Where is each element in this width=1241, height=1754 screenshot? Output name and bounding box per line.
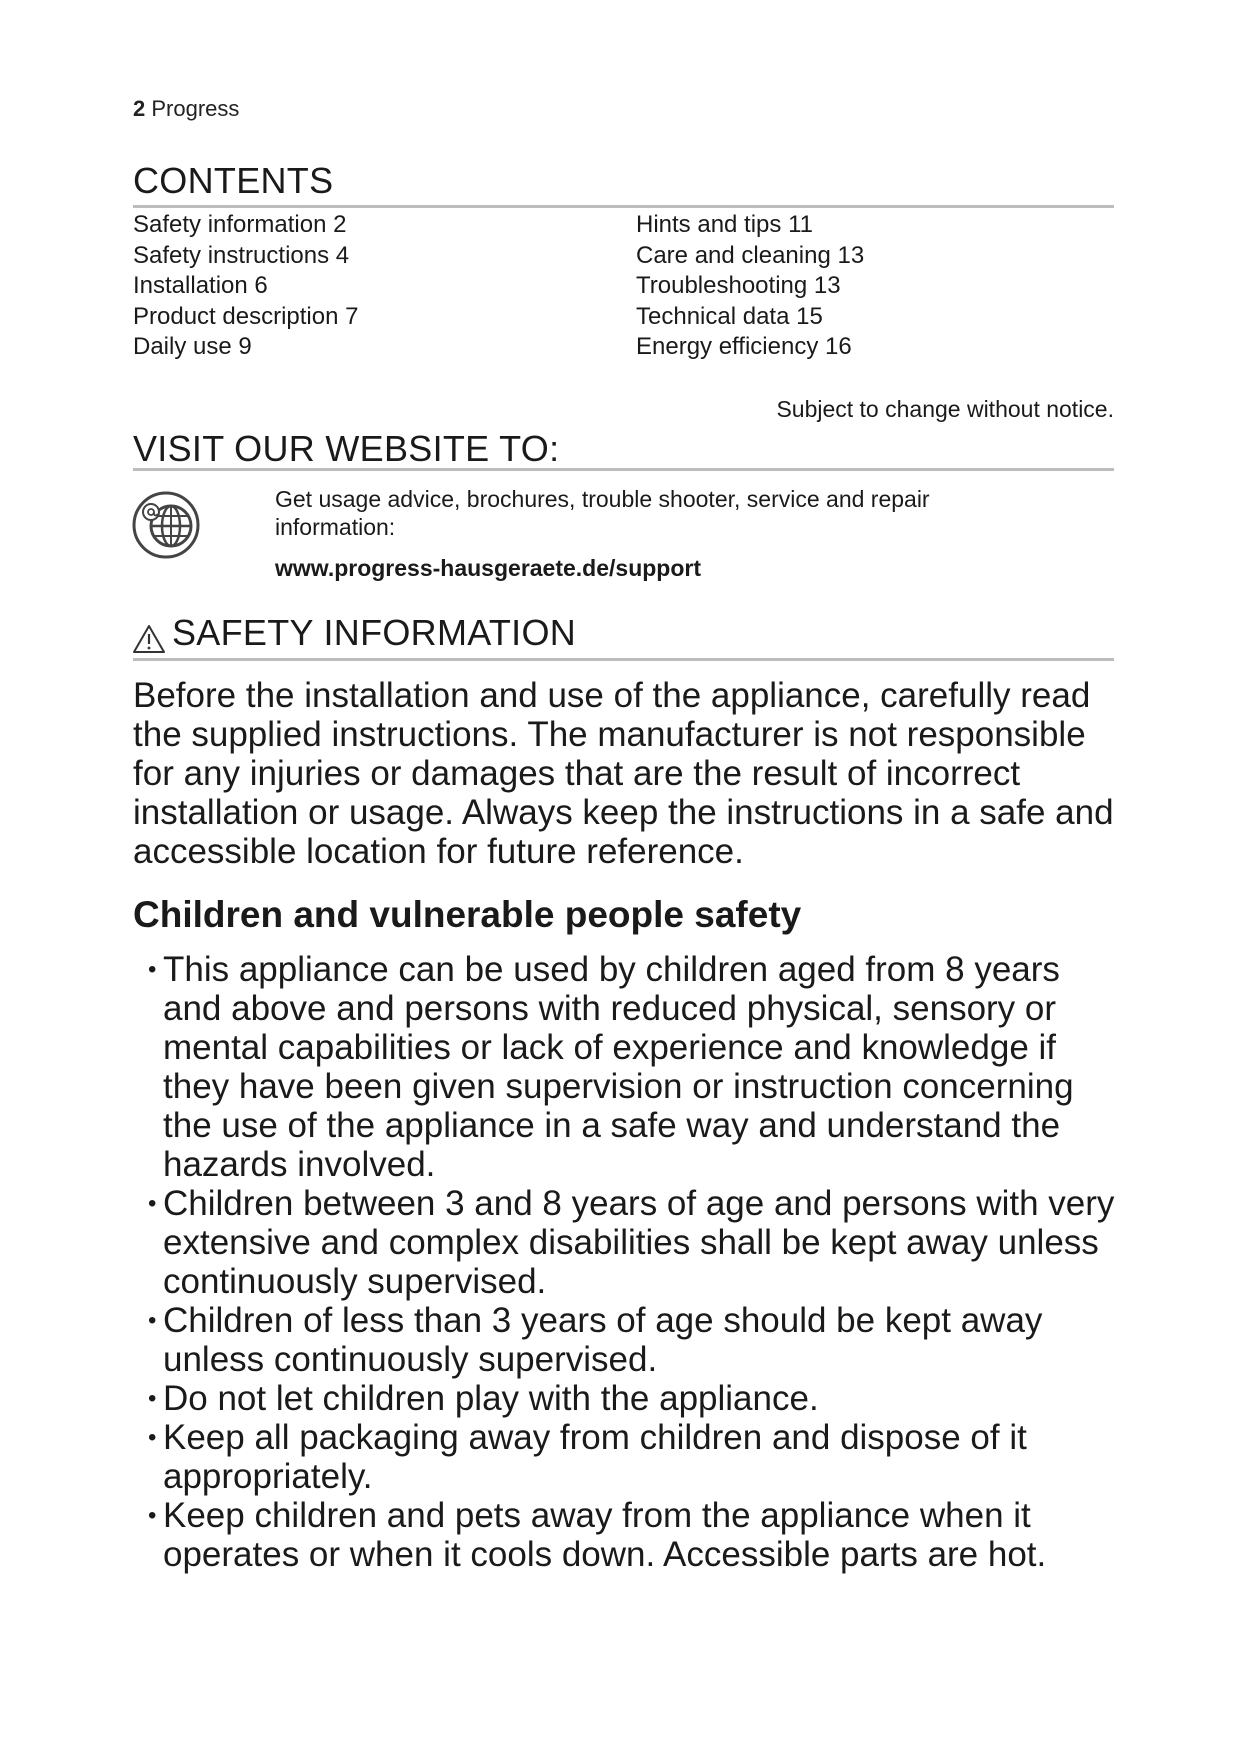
- contents-left-column: [133, 210, 358, 363]
- contents-title: CONTENTS: [133, 160, 334, 201]
- contents-divider: [133, 205, 1114, 208]
- toc-item[interactable]: Daily use 9: [133, 333, 252, 360]
- change-notice: Subject to change without notice.: [776, 396, 1114, 422]
- toc-item[interactable]: Troubleshooting 13: [636, 272, 841, 299]
- list-item: • This appliance can be used by children aged from 8 years and above and persons with reduced physical, sensory or mental capabilities or lack of experience and knowledge if they have been given supervision or instruction concerning the use of the appliance in a safe way and understand the hazards involved.: [148, 950, 1074, 1184]
- list-item-text: Keep all packaging away from children and dispose of it appropriately.: [163, 1418, 1027, 1496]
- website-description: Get usage advice, brochures, trouble shooter, service and repair information:: [275, 486, 930, 540]
- list-item-text: Children between 3 and 8 years of age and persons with very extensive and complex disabilities shall be kept away unless continuously supervised.: [163, 1184, 1115, 1301]
- children-safety-list: [130, 950, 1120, 1574]
- toc-item[interactable]: Care and cleaning 13: [636, 241, 865, 269]
- list-item-text: Do not let children play with the appliance.: [163, 1379, 819, 1418]
- toc-item[interactable]: Safety instructions 4: [133, 241, 350, 269]
- toc-item[interactable]: Installation 6: [133, 272, 268, 299]
- toc-item[interactable]: Energy efficiency 16: [636, 333, 852, 360]
- contents-right-column: [636, 210, 864, 363]
- list-item-text: Keep children and pets away from the appliance when it operates or when it cools down. Accessible parts are hot.: [163, 1496, 1047, 1574]
- toc-item[interactable]: Product description 7: [133, 302, 359, 330]
- toc-item[interactable]: Hints and tips 11: [636, 211, 813, 238]
- toc-item[interactable]: Technical data 15: [636, 302, 823, 330]
- list-item: • Children between 3 and 8 years of age and persons with very extensive and complex disabilities shall be kept away unless continuously supervised.: [148, 1184, 1115, 1301]
- page-header: [133, 96, 239, 122]
- support-link[interactable]: www.progress-hausgeraete.de/support: [275, 555, 702, 581]
- website-divider: [133, 468, 1114, 471]
- page-number: 2: [133, 96, 146, 121]
- list-item: • Children of less than 3 years of age should be kept away unless continuously supervised.: [148, 1301, 1043, 1379]
- toc-item[interactable]: Safety information 2: [133, 211, 347, 238]
- safety-divider: [133, 658, 1114, 661]
- list-item: • Keep all packaging away from children and dispose of it appropriately.: [148, 1418, 1027, 1496]
- globe-at-icon: [131, 490, 201, 560]
- list-item-text: Children of less than 3 years of age should be kept away unless continuously supervised.: [163, 1301, 1043, 1379]
- website-title: VISIT OUR WEBSITE TO:: [133, 428, 560, 469]
- list-item: • Do not let children play with the appliance.: [148, 1379, 819, 1418]
- children-safety-heading: Children and vulnerable people safety: [133, 894, 802, 935]
- brand-name: Progress: [151, 96, 240, 121]
- warning-triangle-icon: [132, 624, 166, 654]
- list-item-text: This appliance can be used by children aged from 8 years and above and persons with reduced physical, sensory or mental capabilities or lack of experience and knowledge if they have been given supervision or instruction concerning the use of the appliance in a safe way and understand the hazards involved.: [163, 950, 1074, 1184]
- list-item: • Keep children and pets away from the appliance when it operates or when it cools down. Accessible parts are hot.: [148, 1496, 1047, 1574]
- safety-title: SAFETY INFORMATION: [172, 612, 577, 653]
- safety-intro: Before the installation and use of the appliance, carefully read the supplied instructions. The manufacturer is not responsible for any injuries or damages that are the result of incorrect installation or usage. Always keep the instructions in a safe and accessible location for future reference.: [133, 676, 1114, 871]
